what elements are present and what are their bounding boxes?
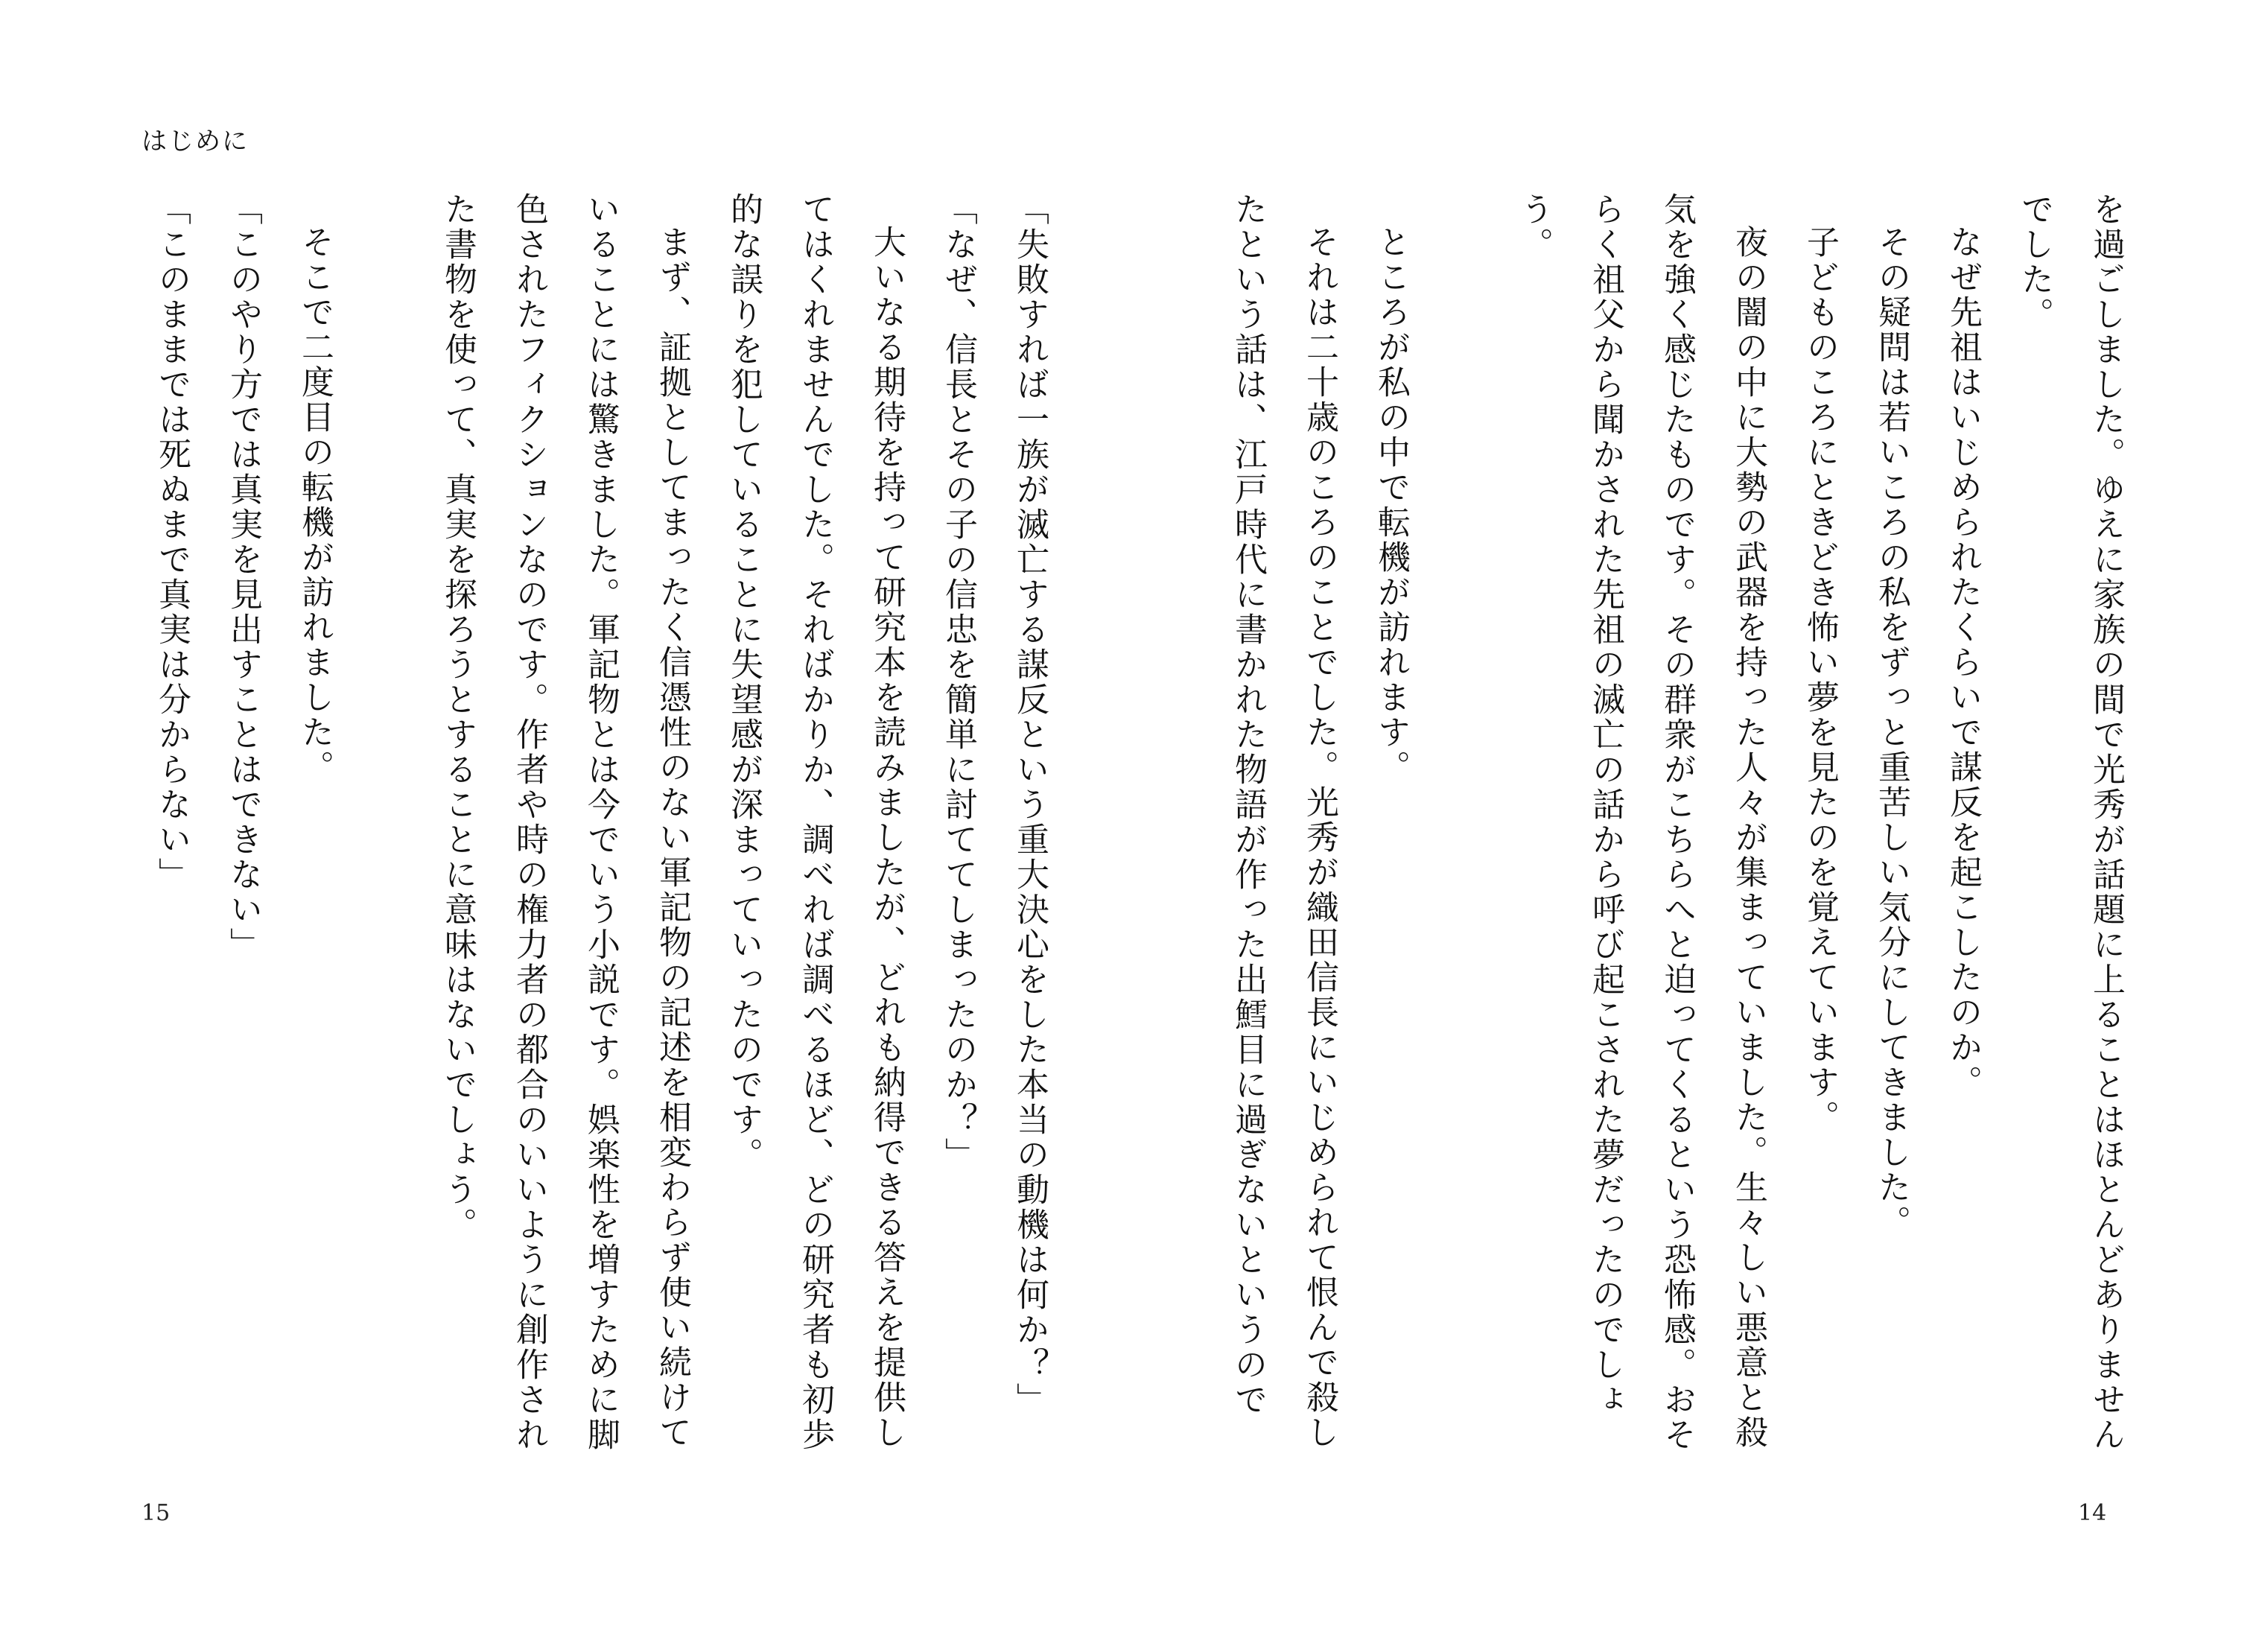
running-header-title: はじめに [142,127,249,156]
paragraph: それは二十歳のころのことでした。光秀が織田信長にいじめられて恨んで殺したという話は、江戸時代に書かれた物語が作った出鱈目に過ぎないというので [1229,192,1338,1450]
paragraph: なぜ先祖はいじめられたくらいで謀反を起こしたのか。 [1944,225,1982,1100]
paragraph: 「このやり方では真実を見出すことはできない」 [224,192,262,962]
paragraph [134,192,136,1473]
paragraph: 「なぜ、信長とその子の信忠を簡単に討ててしまったのか？」 [939,192,977,1172]
paragraph: 「失敗すれば一族が滅亡する謀反という重大決心をした本当の動機は何か？」 [1011,192,1049,1417]
paragraph: まず、証拠としてまったく信憑性のない軍記物の記述を相変わらず使い続けていることには驚きました。軍記物とは今でいう小説です。娯楽性を増すために脚色されたフィクションなのです。作者や時の権力者の都合のいいように創作された書物を使って、真実を探ろうとすることに意味はないでしょう。 [439,192,691,1452]
right-page-body [1203,192,2141,1473]
paragraph: そこで二度目の転機が訪れました。 [296,225,334,785]
paragraph: を過ごしました。ゆえに家族の間で光秀が話題に上ることはほとんどありませんでした。 [2015,192,2125,1452]
paragraph: その疑問は若いころの私をずっと重苦しい気分にしてきました。 [1872,225,1910,1240]
left-page-body [134,192,1065,1473]
paragraph: 大いなる期待を持って研究本を読みましたが、どれも納得できる答えを提供してはくれませんでした。そればかりか、調べれば調べるほど、どの研究者も初歩的な誤りを犯していることに失望感が深まっていったのです。 [725,192,906,1452]
page-number-right: 14 [2078,1500,2107,1526]
section-break [350,192,422,1473]
paragraph: ところが私の中で転機が訪れます。 [1372,225,1410,785]
page-number-left: 15 [142,1500,171,1526]
paragraph: 子どものころにときどき怖い夢を見たのを覚えています。 [1801,225,1839,1135]
section-break [1426,192,1498,1473]
paragraph: 夜の闇の中に大勢の武器を持った人々が集まっていました。生々しい悪意と殺気を強く感じたものです。その群衆がこちらへと迫ってくるという恐怖感。おそらく祖父から聞かされた先祖の滅亡の話から呼び起こされた夢だったのでしょう。 [1515,192,1767,1452]
paragraph: 「このままでは死ぬまで真実は分からない」 [153,192,191,892]
